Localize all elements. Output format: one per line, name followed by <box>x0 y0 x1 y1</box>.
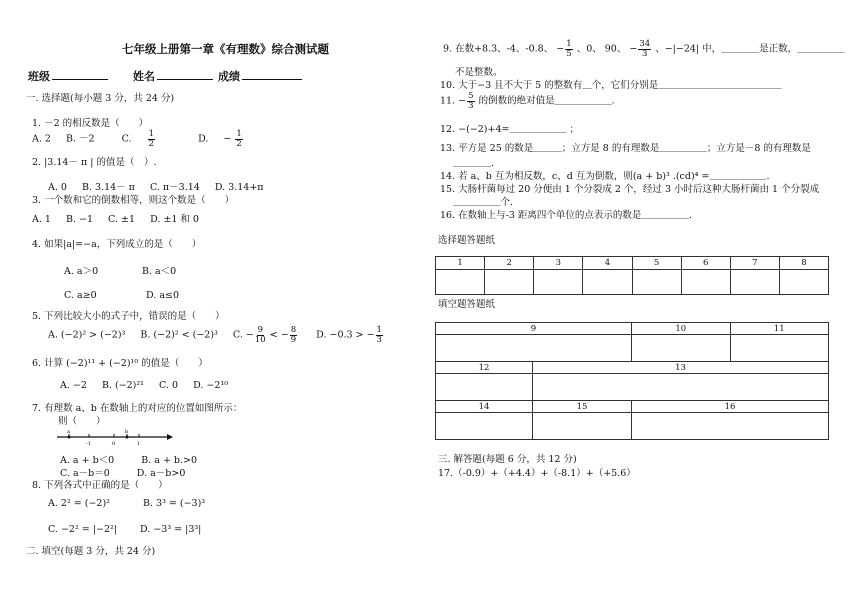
q11-fraction: $\frac{5}{3}$ <box>468 91 474 111</box>
q9-fraction-1: $\frac{1}{5}$ <box>566 39 572 59</box>
section-1-heading: 一. 选择题(每小题 3 分，共 24 分) <box>26 93 175 104</box>
q7-tick-1: 1 <box>137 441 141 447</box>
q8-stem: 8. 下列各式中正确的是（ ） <box>32 480 168 491</box>
q5-d-neg: − <box>366 329 375 341</box>
q13-line2: ＿＿＿＿. <box>453 158 495 169</box>
q4-option-c: C. a≥0 <box>64 290 97 301</box>
q16: 16. 在数轴上与-3 距离四个单位的点表示的数是＿＿＿＿＿. <box>440 210 692 221</box>
choice-answer-cell[interactable] <box>681 270 730 295</box>
choice-col-2: 2 <box>485 257 534 270</box>
fill-header-14: 14 <box>436 401 533 413</box>
q5-c-neg: − <box>245 329 254 341</box>
choice-answer-cell[interactable] <box>436 270 485 295</box>
choice-answer-cell[interactable] <box>730 270 779 295</box>
q5-stem: 5. 下列比较大小的式子中，错误的是（ ） <box>32 311 225 322</box>
q11-number: 11. <box>440 95 456 107</box>
q4-option-b: B. a＜0 <box>142 266 177 277</box>
q5-c-fraction-1: $\frac{9}{10}$ <box>254 325 266 345</box>
fill-header-16: 16 <box>632 401 829 413</box>
q9-text-1: 9. 在数+8.3、-4、-0.8、 <box>443 43 554 55</box>
choice-answer-cell[interactable] <box>583 270 632 295</box>
q15-line1: 15. 大肠杆菌每过 20 分便由 1 个分裂成 2 个，经过 3 小时后这种大肠杆菌由 1 个分裂成 <box>440 184 820 195</box>
q7-option-c: C. a－b＝0 <box>60 468 110 479</box>
fill-header-13: 13 <box>533 362 829 374</box>
class-field <box>28 68 108 84</box>
fill-header-10: 10 <box>632 323 731 335</box>
q11-text: 的倒数的绝对值是＿＿＿＿＿＿. <box>478 95 615 107</box>
q2-options <box>48 179 264 193</box>
q1-option-d: D. <box>198 133 209 145</box>
q9-text-3: 、−|−24| 中，＿＿＿＿是正数，＿＿＿＿＿ <box>655 43 845 55</box>
q1-stem: 1. －2 的相反数是（ ） <box>32 118 149 129</box>
q2-option-c: C. π－3.14 <box>149 182 200 193</box>
choice-col-1: 1 <box>436 257 485 270</box>
fill-answer-cell[interactable] <box>632 335 731 362</box>
fill-answer-cell[interactable] <box>436 413 533 440</box>
choice-col-6: 6 <box>681 257 730 270</box>
q8-option-d: D. −3³ = |3³| <box>140 524 202 535</box>
choice-answer-cell[interactable] <box>632 270 681 295</box>
q14: 14. 若 a、b 互为相反数，c、d 互为倒数，则(a + b)³ .(cd)⁴ =＿＿＿＿＿＿. <box>440 171 770 182</box>
q2-stem: 2. |3.14－ π | 的值是（ ）. <box>32 157 157 168</box>
fill-answer-table <box>435 322 829 440</box>
q6-option-d: D. −2¹⁰ <box>193 380 229 391</box>
q2-option-b: B. 3.14－ π <box>81 182 135 193</box>
class-label: 班级 <box>28 70 50 83</box>
q1-d-fraction: $\frac{1}{2}$ <box>236 129 242 149</box>
page-title: 七年级上册第一章《有理数》综合测试题 <box>122 42 329 56</box>
q1-option-b: B. －2 <box>65 133 95 145</box>
score-field <box>218 68 302 84</box>
q6-stem: 6. 计算 (−2)¹¹ + (−2)¹⁰ 的值是（ ） <box>32 358 208 369</box>
q9-line1 <box>443 40 845 58</box>
fill-header-12: 12 <box>436 362 533 374</box>
choice-answer-cell[interactable] <box>534 270 583 295</box>
q7-label-a: a <box>67 429 70 435</box>
q13-line1: 13. 平方是 25 的数是＿＿＿；立方是 8 的有理数是＿＿＿＿＿；立方是－8 的有理数是 <box>440 143 811 154</box>
q3-option-c: C. ±1 <box>108 214 136 225</box>
fill-header-15: 15 <box>533 401 632 413</box>
q1-option-c: C. <box>121 133 132 145</box>
q7-label-b: b <box>125 429 129 435</box>
section-3-heading: 三. 解答题(每题 6 分，共 12 分) <box>438 454 577 465</box>
q3-option-b: B. −1 <box>65 214 94 225</box>
q15-line2: ＿＿＿＿＿个. <box>453 197 514 208</box>
q4-option-d: D. a≤0 <box>146 290 179 301</box>
choice-sheet-label: 选择题答题纸 <box>438 235 496 246</box>
q9-fraction-2: $\frac{34}{3}$ <box>639 39 651 59</box>
choice-col-3: 3 <box>534 257 583 270</box>
q5-c-fraction-2: $\frac{8}{9}$ <box>290 325 297 345</box>
section-2-heading: 二. 填空(每题 3 分，共 24 分) <box>26 546 156 557</box>
choice-answer-cell[interactable] <box>779 270 828 295</box>
name-label: 姓名 <box>133 70 155 83</box>
q12: 12. −(−2)+4=＿＿＿＿＿＿ ； <box>440 124 579 135</box>
fill-sheet-label: 填空题答题纸 <box>438 299 496 310</box>
q1-option-a: A. 2 <box>32 133 51 145</box>
q11-neg: − <box>458 95 467 107</box>
q5-option-d: D. −0.3 > <box>316 329 364 341</box>
q2-option-d: D. 3.14+π <box>214 182 264 193</box>
q5-c-compare: < <box>269 329 278 341</box>
q7-option-b: B. a + b.>0 <box>141 455 198 466</box>
q7-tick-minus1: -1 <box>86 441 91 447</box>
fill-answer-cell[interactable] <box>533 413 632 440</box>
q3-option-d: D. ±1 和 0 <box>150 214 199 225</box>
q5-option-b: B. (−2)² < (−2)³ <box>140 329 218 341</box>
q8-option-c: C. −2² = |−2²| <box>48 524 117 535</box>
q7-number-line <box>55 427 175 447</box>
q8-option-b: B. 3³ = (−3)³ <box>143 498 206 509</box>
q5-option-c: C. <box>232 329 243 341</box>
name-field <box>133 68 213 84</box>
q4-option-a: A. a＞0 <box>64 266 99 277</box>
q1-options <box>32 130 244 148</box>
q9-fraction-2-neg: − <box>629 43 638 55</box>
q6-options <box>60 380 228 391</box>
fill-answer-cell[interactable] <box>436 374 533 401</box>
choice-col-5: 5 <box>632 257 681 270</box>
q10: 10. 大于−3 且不大于 5 的整数有＿个，它们分别是＿＿＿＿＿＿＿＿＿＿＿＿＿ <box>440 80 782 91</box>
q2-option-a: A. 0 <box>48 182 67 193</box>
q7-tick-0: 0 <box>112 441 116 447</box>
q1-c-fraction: $\frac{1}{2}$ <box>148 129 154 149</box>
choice-col-7: 7 <box>730 257 779 270</box>
fill-answer-cell[interactable] <box>730 335 829 362</box>
q3-option-a: A. 1 <box>32 214 51 225</box>
q6-option-c: C. 0 <box>159 380 179 391</box>
q6-option-b: B. (−2)²¹ <box>101 380 144 391</box>
q9-text-2: 、0、 90、 <box>576 43 627 55</box>
q17: 17.（-0.9）+（+4.4）+（-8.1）+（+5.6） <box>438 468 636 479</box>
fill-answer-cell[interactable] <box>436 335 632 362</box>
choice-col-8: 8 <box>779 257 828 270</box>
q5-c-neg-2: − <box>280 329 289 341</box>
q11 <box>440 92 615 110</box>
q7-options-row1 <box>60 452 197 466</box>
q6-option-a: A. −2 <box>60 380 87 391</box>
q8-option-a: A. 2² = (−2)² <box>48 498 110 509</box>
fill-header-9: 9 <box>436 323 632 335</box>
fill-answer-cell[interactable] <box>533 374 829 401</box>
score-label: 成绩 <box>218 70 240 83</box>
q9-fraction-1-neg: − <box>556 43 565 55</box>
q7-stem-2: 则（ ） <box>58 416 106 427</box>
q7-option-a: A. a + b＜0 <box>60 455 115 466</box>
q7-stem: 7. 有理数 a、b 在数轴上的对应的位置如图所示： <box>32 403 243 414</box>
q4-stem: 4. 如果|a|=−a，下列成立的是（ ） <box>32 239 202 250</box>
choice-answer-cell[interactable] <box>485 270 534 295</box>
choice-col-4: 4 <box>583 257 632 270</box>
fill-header-11: 11 <box>730 323 829 335</box>
fill-answer-cell[interactable] <box>632 413 829 440</box>
q5-options <box>48 326 384 344</box>
q5-d-fraction: $\frac{1}{3}$ <box>376 325 382 345</box>
choice-answer-table <box>435 256 829 295</box>
q5-option-a: A. (−2)² > (−2)³ <box>48 329 126 341</box>
q9-line2: 不是整数。 <box>455 67 503 78</box>
q1-d-sign: − <box>223 133 232 145</box>
q7-option-d: D. a－b>0 <box>136 468 186 479</box>
q3-stem: 3. 一个数和它的倒数相等，则这个数是（ ） <box>32 195 235 206</box>
q3-options <box>32 211 199 225</box>
